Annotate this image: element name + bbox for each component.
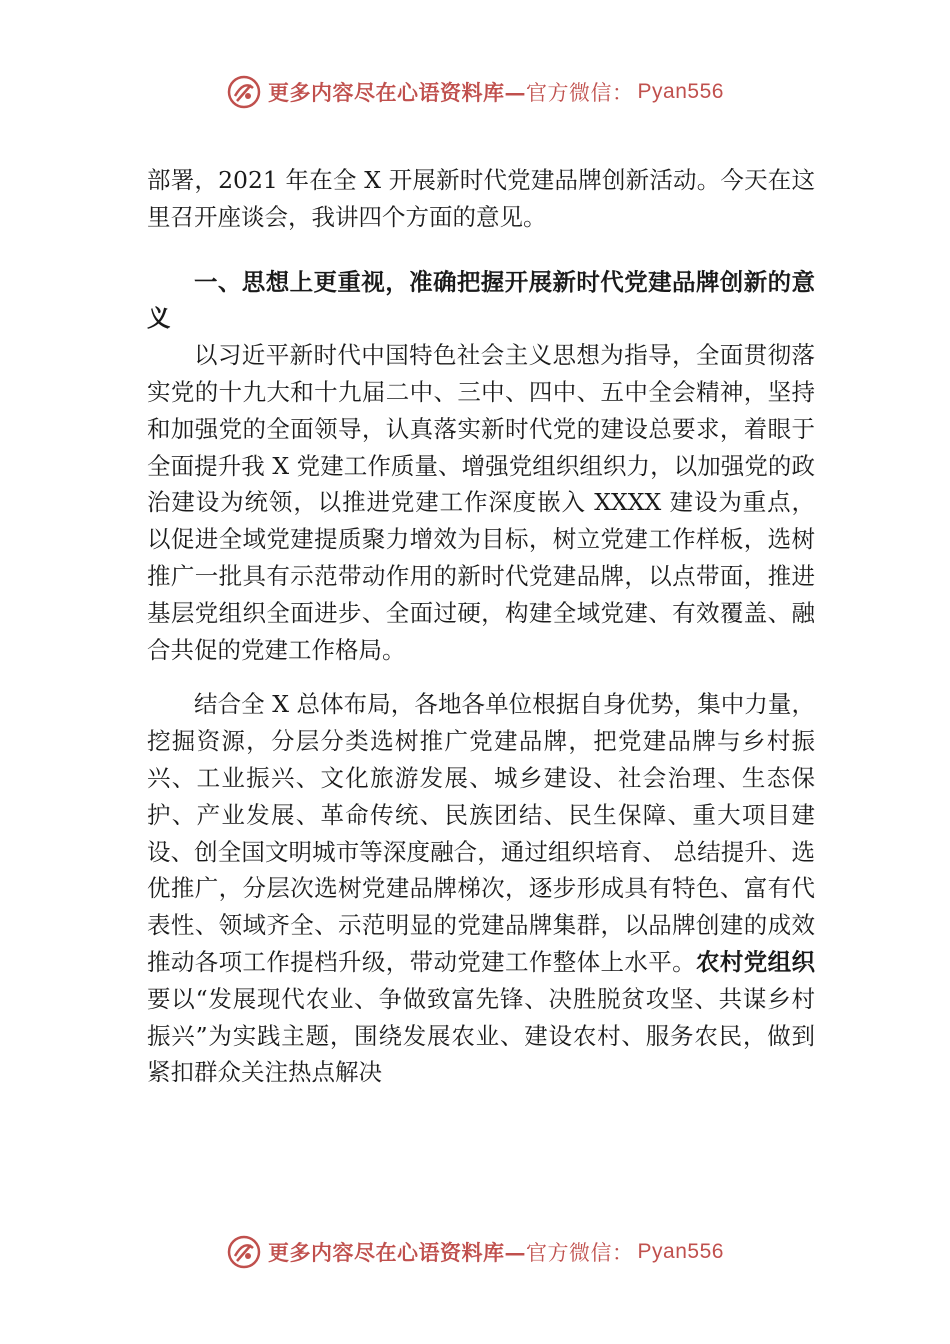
watermark-separator: —	[504, 1239, 527, 1265]
watermark-brand: 更多内容尽在心语资料库	[268, 1240, 505, 1265]
watermark-wechat-label: 官方微信：	[526, 81, 634, 105]
watermark-account: Pyan556	[637, 1240, 724, 1263]
paragraph-continuation: 部署，2021 年在全 X 开展新时代党建品牌创新活动。今天在这里召开座谈会，我讲四个方面的意见。	[147, 166, 815, 231]
paragraph-layout-tail: 要以“发展现代农业、争做致富先锋、决胜脱贫攻坚、共谋乡村振兴”为实践主题，围绕发展农业、建设农村、服务农民，做到紧扣群众关注热点解决	[147, 984, 815, 1087]
brand-logo-icon	[226, 1234, 262, 1270]
watermark-brand: 更多内容尽在心语资料库	[268, 80, 505, 105]
section-heading: 一、思想上更重视，准确把握开展新时代党建品牌创新的意义	[147, 267, 815, 333]
watermark-separator: —	[504, 79, 527, 105]
rural-party-org-emphasis: 农村党组织	[696, 947, 816, 976]
header-watermark	[0, 70, 950, 114]
brand-logo-icon	[226, 74, 262, 110]
document-body	[147, 162, 815, 1091]
paragraph-layout	[147, 686, 815, 1091]
footer-watermark	[0, 1230, 950, 1274]
paragraph-guiding-thought: 以习近平新时代中国特色社会主义思想为指导，全面贯彻落实党的十九大和十九届二中、三中、四中、五中全会精神，坚持和加强党的全面领导，认真落实新时代党的建设总要求，着眼于全面提升我 X 党建工作质量、增强党组织组织力，以加强党的政治建设为统领，以推进党建工作深度嵌入 XXXX 建设为重点，以促进全域党建提质聚力增效为目标，树立党建工作样板，选树推广一批具有示范带动作用的新时代党建品牌，以点带面，推进基层党组织全面进步、全面过硬，构建全域党建、有效覆盖、融合共促的党建工作格局。	[147, 341, 815, 664]
watermark-account: Pyan556	[637, 80, 724, 103]
paragraph-layout-text: 结合全 X 总体布局，各地各单位根据自身优势，集中力量，挖掘资源，分层分类选树推广党建品牌，把党建品牌与乡村振兴、工业振兴、文化旅游发展、城乡建设、社会治理、生态保护、产业发展、革命传统、民族团结、民生保障、重大项目建设、创全国文明城市等深度融合，通过组织培育、 总结提升、选优推广，分层次选树党建品牌梯次，逐步形成具有特色、富有代表性、领域齐全、示范明显的党建品牌集群，以品牌创建的成效推动各项工作提档升级，带动党建工作整体上水平。	[147, 690, 815, 976]
watermark-wechat-label: 官方微信：	[526, 1241, 634, 1265]
